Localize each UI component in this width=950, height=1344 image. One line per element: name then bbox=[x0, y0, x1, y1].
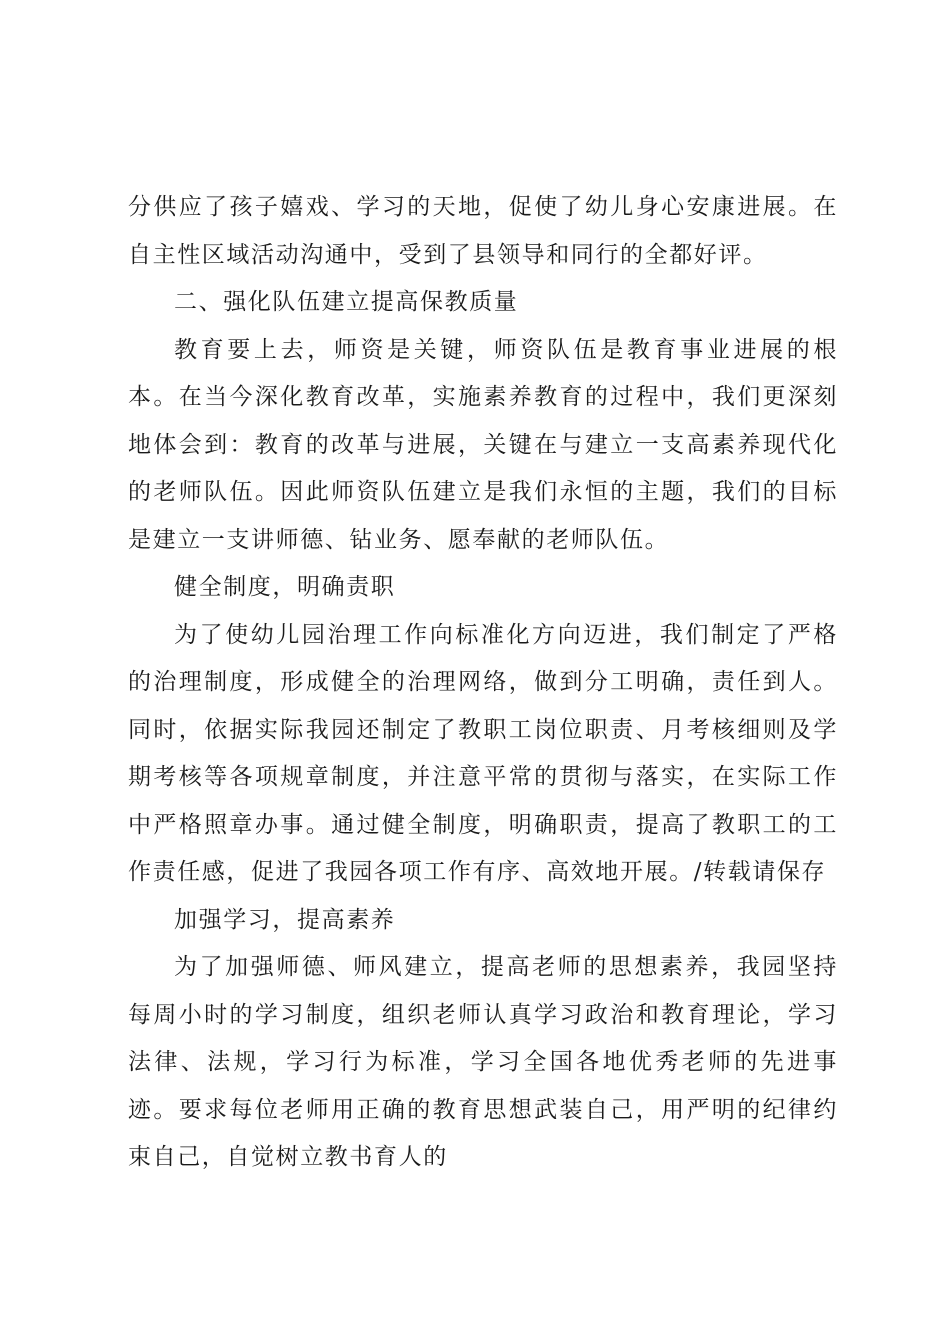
subheading: 加强学习，提高素养 bbox=[174, 906, 396, 933]
document-body bbox=[128, 184, 838, 1182]
paragraph-continuation: 分供应了孩子嬉戏、学习的天地，促使了幼儿身心安康进展。在自主性区域活动沟通中，受到了县领导和同行的全都好评。 bbox=[128, 194, 838, 268]
subheading: 健全制度，明确责职 bbox=[174, 574, 396, 600]
section-heading: 二、强化队伍建立提高保教质量 bbox=[174, 289, 519, 315]
paragraph: 教育要上去，师资是关键，师资队伍是教育事业进展的根本。在当今深化教育改革，实施素养教育的过程中，我们更深刻地体会到：教育的改革与进展，关键在与建立一支高素养现代化的老师队伍。因此师资队伍建立是我们永恒的主题，我们的目标是建立一支讲师德、钻业务、愿奉献的老师队伍。 bbox=[128, 336, 838, 553]
paragraph: 为了加强师德、师风建立，提高老师的思想素养，我园坚持每周小时的学习制度，组织老师认真学习政治和教育理论，学习法律、法规，学习行为标准，学习全国各地优秀老师的先进事迹。要求每位老师用正确的教育思想武装自己，用严明的纪律约束自己，自觉树立教书育人的 bbox=[128, 954, 838, 1170]
paragraph: 为了使幼儿园治理工作向标准化方向迈进，我们制定了严格的治理制度，形成健全的治理网络，做到分工明确，责任到人。同时，依据实际我园还制定了教职工岗位职责、月考核细则及学期考核等各项规章制度，并注意平常的贯彻与落实，在实际工作中严格照章办事。通过健全制度，明确职责，提高了教职工的工作责任感，促进了我园各项工作有序、高效地开展。/转载请保存 bbox=[128, 621, 838, 885]
